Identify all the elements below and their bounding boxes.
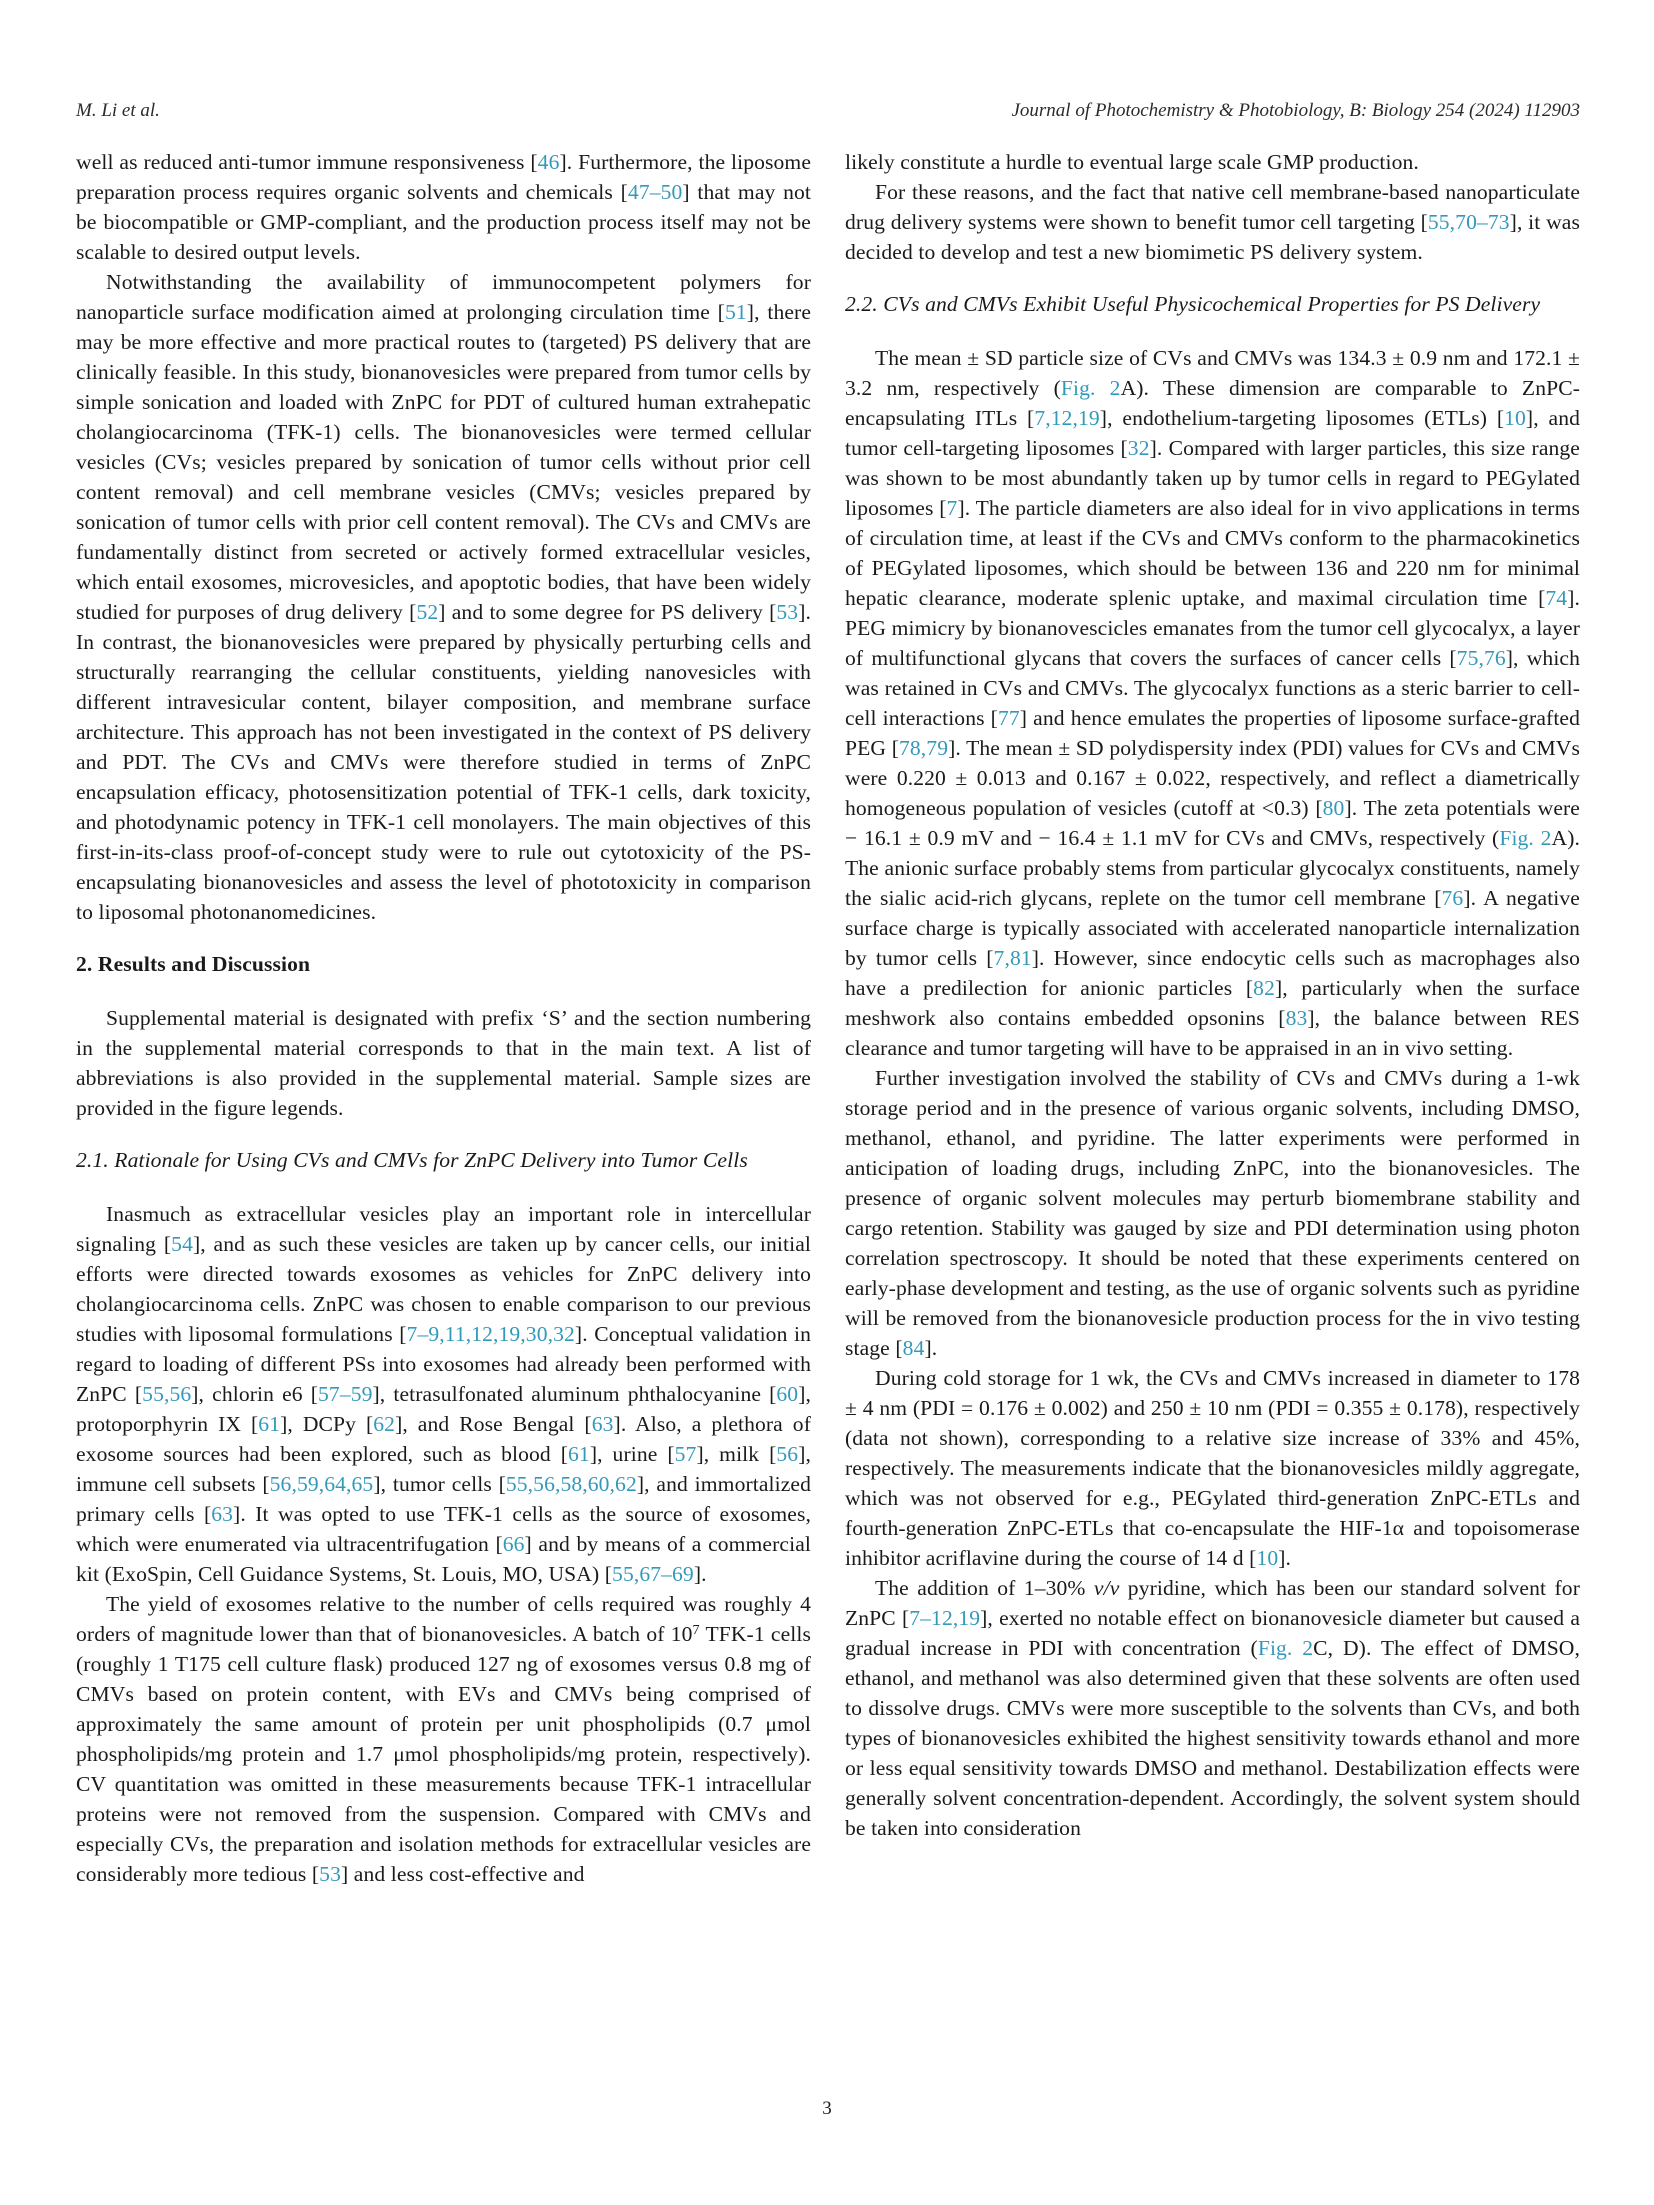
- citation-link[interactable]: 53: [319, 1862, 341, 1886]
- right-column: [845, 147, 1580, 1889]
- subsection-heading: 2.2. CVs and CMVs Exhibit Useful Physicochemical Properties for PS Delivery: [845, 292, 1541, 316]
- citation-link[interactable]: 56: [776, 1442, 799, 1466]
- citation-link[interactable]: 7,81: [993, 946, 1032, 970]
- citation-link[interactable]: 55,70–73: [1427, 210, 1510, 234]
- italic-text: v/v: [1093, 1576, 1120, 1600]
- page-footer: [0, 2098, 1654, 2120]
- citation-link[interactable]: 63: [591, 1412, 614, 1436]
- citation-link[interactable]: 7–9,11,12,19,30,32: [406, 1322, 575, 1346]
- paragraph: During cold storage for 1 wk, the CVs and CMVs increased in diameter to 178 ± 4 nm (PDI = 0.176 ± 0.002) and 250 ± 10 nm (PDI = 0.355 ± 0.178), respectively (data not shown), corresponding to a relative size increase of 33% and 45%, respectively. The measurements indicate that the bionanovesicles mildly aggregate, which was not observed for e.g., PEGylated third-generation ZnPC-ETLs and fourth-generation ZnPC-ETLs that co-encapsulate the HIF-1α and topoisomerase inhibitor acriflavine during the course of 14 d [10].: [845, 1366, 1580, 1570]
- citation-link[interactable]: 55,56,58,60,62: [505, 1472, 637, 1496]
- citation-link[interactable]: Fig. 2: [1499, 826, 1552, 850]
- citation-link[interactable]: 10: [1256, 1546, 1279, 1570]
- citation-link[interactable]: 82: [1253, 976, 1275, 1000]
- citation-link[interactable]: 51: [724, 300, 747, 324]
- paragraph: likely constitute a hurdle to eventual large scale GMP production.: [845, 150, 1419, 174]
- citation-link[interactable]: 46: [537, 150, 560, 174]
- superscript: 7: [692, 1621, 700, 1638]
- paragraph: well as reduced anti-tumor immune responsiveness [46]. Furthermore, the liposome preparation process requires organic solvents and chemicals [47–50] that may not be biocompatible or GMP-compliant, and the production process itself may not be scalable to desired output levels.: [76, 150, 812, 264]
- article-body: [76, 147, 1580, 1889]
- citation-link[interactable]: 63: [211, 1502, 234, 1526]
- citation-link[interactable]: 10: [1504, 406, 1526, 430]
- citation-link[interactable]: 57: [674, 1442, 697, 1466]
- citation-link[interactable]: 61: [568, 1442, 590, 1466]
- subsection-heading: 2.1. Rationale for Using CVs and CMVs for ZnPC Delivery into Tumor Cells: [76, 1148, 748, 1172]
- citation-link[interactable]: 60: [776, 1382, 799, 1406]
- citation-link[interactable]: 80: [1322, 796, 1345, 820]
- left-column: [76, 147, 811, 1889]
- paragraph: Notwithstanding the availability of immunocompetent polymers for nanoparticle surface modification aimed at prolonging circulation time [51], there may be more effective and more practical routes to (targeted) PS delivery that are clinically feasible. In this study, bionanovesicles were prepared from tumor cells by simple sonication and loaded with ZnPC for PDT of cultured human extrahepatic cholangiocarcinoma (TFK-1) cells. The bionanovesicles were termed cellular vesicles (CVs; vesicles prepared by sonication of tumor cells without prior cell content removal) and cell membrane vesicles (CMVs; vesicles prepared by sonication of tumor cells with prior cell content removal). The CVs and CMVs are fundamentally distinct from secreted or actively formed extracellular vesicles, which entail exosomes, microvesicles, and apoptotic bodies, that have been widely studied for purposes of drug delivery [52] and to some degree for PS delivery [53]. In contrast, the bionanovesicles were prepared by physically perturbing cells and structurally rearranging the cellular constituents, yielding nanovesicles with different intravesicular content, bilayer composition, and membrane surface architecture. This approach has not been investigated in the context of PS delivery and PDT. The CVs and CMVs were therefore studied in terms of ZnPC encapsulation efficacy, photosensitization potential of TFK-1 cells, dark toxicity, and photodynamic potency in TFK-1 cell monolayers. The main objectives of this first-in-its-class proof-of-concept study were to rule out cytotoxicity of the PS-encapsulating bionanovesicles and assess the level of phototoxicity in comparison to liposomal photonanomedicines.: [76, 270, 811, 924]
- citation-link[interactable]: 7: [946, 496, 958, 520]
- citation-link[interactable]: 62: [373, 1412, 396, 1436]
- paragraph: For these reasons, and the fact that native cell membrane-based nanoparticulate drug delivery systems were shown to benefit tumor cell targeting [55,70–73], it was decided to develop and test a new biomimetic PS delivery system.: [845, 180, 1580, 264]
- citation-link[interactable]: 55,67–69: [612, 1562, 694, 1586]
- page-number: 3: [822, 2098, 832, 2119]
- citation-link[interactable]: Fig. 2: [1060, 376, 1121, 400]
- paragraph: The yield of exosomes relative to the number of cells required was roughly 4 orders of magnitude lower than that of bionanovesicles. A batch of $10^7$ TFK-1 cells (roughly 1 T175 cell culture flask) produced 127 ng of exosomes versus 0.8 mg of CMVs based on protein content, with EVs and CMVs being comprised of approximately the same amount of protein per unit phospholipids (0.7 μmol phospholipids/mg protein and 1.7 μmol phospholipids/mg protein, respectively). CV quantitation was omitted in these measurements because TFK-1 intracellular proteins were not removed from the suspension. Compared with CMVs and especially CVs, the preparation and isolation methods for extracellular vesicles are considerably more tedious [53] and less cost-effective and: [76, 1592, 811, 1886]
- citation-link[interactable]: 32: [1127, 436, 1150, 460]
- citation-link[interactable]: 7–12,19: [909, 1606, 981, 1630]
- running-journal-title: Journal of Photochemistry & Photobiology, B: Biology 254 (2024) 112903: [1011, 100, 1580, 121]
- running-author: M. Li et al.: [76, 100, 160, 121]
- citation-link[interactable]: 61: [258, 1412, 281, 1436]
- citation-link[interactable]: 76: [1441, 886, 1464, 910]
- citation-link[interactable]: 84: [902, 1336, 925, 1360]
- citation-link[interactable]: 83: [1285, 1006, 1308, 1030]
- citation-link[interactable]: 78,79: [899, 736, 949, 760]
- paragraph: The addition of 1–30% v/v pyridine, which has been our standard solvent for ZnPC [7–12,19], exerted no notable effect on bionanovesicle diameter but caused a gradual increase in PDI with concentration (Fig. 2C, D). The effect of DMSO, ethanol, and methanol was also determined given that these solvents are often used to dissolve drugs. CMVs were more susceptible to the solvents than CVs, and both types of bionanovesicles exhibited the highest sensitivity towards ethanol and more or less equal sensitivity towards DMSO and methanol. Destabilization effects were generally solvent concentration-dependent. Accordingly, the solvent system should be taken into consideration: [845, 1576, 1581, 1840]
- citation-link[interactable]: 75,76: [1456, 646, 1506, 670]
- paragraph: The mean ± SD particle size of CVs and CMVs was 134.3 ± 0.9 nm and 172.1 ± 3.2 nm, respectively (Fig. 2A). These dimension are comparable to ZnPC-encapsulating ITLs [7,12,19], endothelium-targeting liposomes (ETLs) [10], and tumor cell-targeting liposomes [32]. Compared with larger particles, this size range was shown to be most abundantly taken up by tumor cells in regard to PEGylated liposomes [7]. The particle diameters are also ideal for in vivo applications in terms of circulation time, at least if the CVs and CMVs conform to the pharmacokinetics of PEGylated liposomes, which should be between 136 and 220 nm for minimal hepatic clearance, moderate splenic uptake, and maximal circulation time [74]. PEG mimicry by bionanovescicles emanates from the tumor cell glycocalyx, a layer of multifunctional glycans that covers the surfaces of cancer cells [75,76], which was retained in CVs and CMVs. The glycocalyx functions as a steric barrier to cell-cell interactions [77] and hence emulates the properties of liposome surface-grafted PEG [78,79]. The mean ± SD polydispersity index (PDI) values for CVs and CMVs were 0.220 ± 0.013 and 0.167 ± 0.022, respectively, and reflect a diametrically homogeneous population of vesicles (cutoff at <0.3) [80]. The zeta potentials were − 16.1 ± 0.9 mV and − 16.4 ± 1.1 mV for CVs and CMVs, respectively (Fig. 2A). The anionic surface probably stems from particular glycocalyx constituents, namely the sialic acid-rich glycans, replete on the tumor cell membrane [76]. A negative surface charge is typically associated with accelerated nanoparticle internalization by tumor cells [7,81]. However, since endocytic cells such as macrophages also have a predilection for anionic particles [82], particularly when the surface meshwork also contains embedded opsonins [83], the balance between RES clearance and tumor targeting will have to be appraised in an in vivo setting.: [845, 346, 1581, 1060]
- citation-link[interactable]: 74: [1545, 586, 1568, 610]
- citation-link[interactable]: 56,59,64,65: [269, 1472, 374, 1496]
- paragraph: Inasmuch as extracellular vesicles play an important role in intercellular signaling [54], and as such these vesicles are taken up by cancer cells, our initial efforts were directed towards exosomes as vehicles for ZnPC delivery into cholangiocarcinoma cells. ZnPC was chosen to enable comparison to our previous studies with liposomal formulations [7–9,11,12,19,30,32]. Conceptual validation in regard to loading of different PSs into exosomes had already been performed with ZnPC [55,56], chlorin e6 [57–59], tetrasulfonated aluminum phthalocyanine [60], protoporphyrin IX [61], DCPy [62], and Rose Bengal [63]. Also, a plethora of exosome sources had been explored, such as blood [61], urine [57], milk [56], immune cell subsets [56,59,64,65], tumor cells [55,56,58,60,62], and immortalized primary cells [63]. It was opted to use TFK-1 cells as the source of exosomes, which were enumerated via ultracentrifugation [66] and by means of a commercial kit (ExoSpin, Cell Guidance Systems, St. Louis, MO, USA) [55,67–69].: [76, 1202, 812, 1586]
- paragraph: Further investigation involved the stability of CVs and CMVs during a 1-wk storage period and in the presence of various organic solvents, including DMSO, methanol, ethanol, and pyridine. The latter experiments were performed in anticipation of loading drugs, including ZnPC, into the bionanovesicles. The presence of organic solvent molecules may perturb biomembrane stability and cargo retention. Stability was gauged by size and PDI determination using photon correlation spectroscopy. It should be noted that these experiments centered on early-phase development and testing, as the use of organic solvents such as pyridine will be removed from the bionanovesicle production process for the in vivo testing stage [84].: [845, 1066, 1580, 1360]
- citation-link[interactable]: 77: [997, 706, 1020, 730]
- citation-link[interactable]: Fig. 2: [1257, 1636, 1314, 1660]
- citation-link[interactable]: 54: [171, 1232, 193, 1256]
- citation-link[interactable]: 57–59: [318, 1382, 373, 1406]
- citation-link[interactable]: 66: [502, 1532, 525, 1556]
- paragraph: Supplemental material is designated with prefix ‘S’ and the section numbering in the supplemental material corresponds to that in the main text. A list of abbreviations is also provided in the supplemental material. Sample sizes are provided in the figure legends.: [76, 1006, 811, 1120]
- citation-link[interactable]: 55,56: [142, 1382, 192, 1406]
- running-header: [76, 100, 1580, 122]
- citation-link[interactable]: 52: [416, 600, 439, 624]
- citation-link[interactable]: 47–50: [627, 180, 683, 204]
- citation-link[interactable]: 7,12,19: [1034, 406, 1100, 430]
- citation-link[interactable]: 53: [776, 600, 799, 624]
- section-heading: 2. Results and Discussion: [76, 952, 311, 976]
